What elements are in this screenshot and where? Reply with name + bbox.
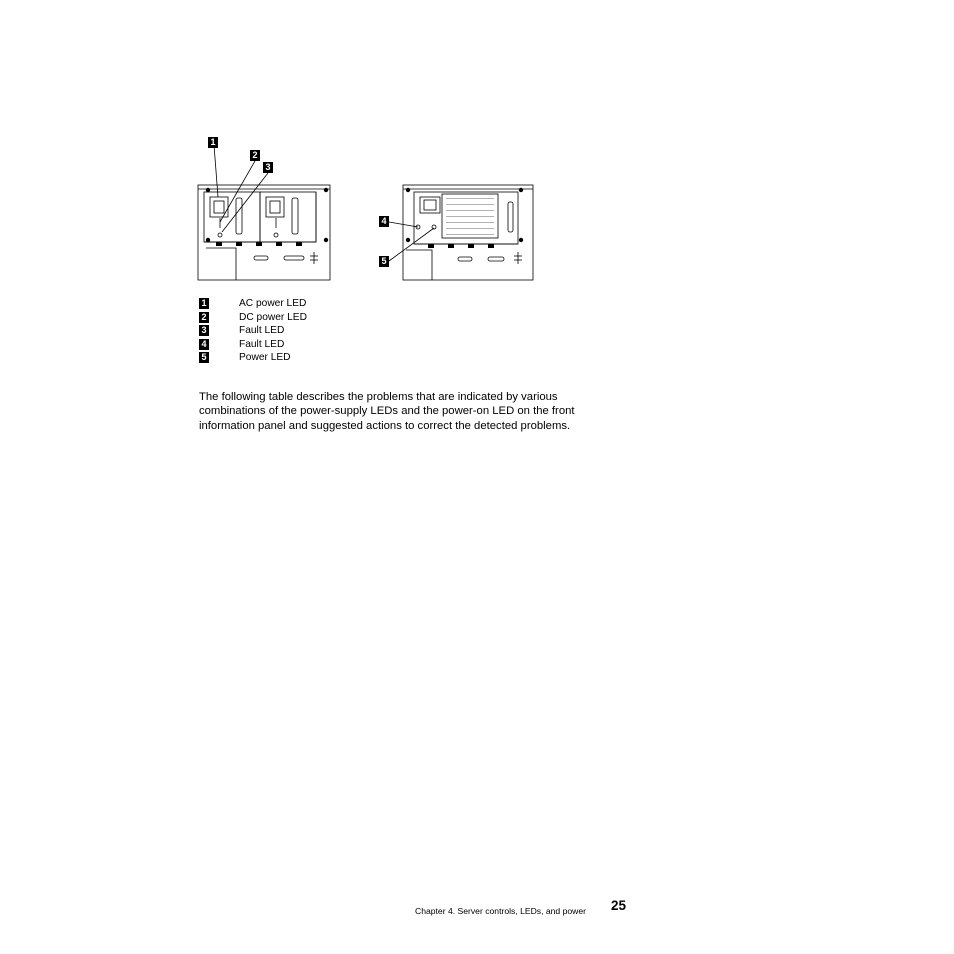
page-number: 25 bbox=[611, 898, 627, 913]
legend-label: DC power LED bbox=[239, 311, 307, 323]
paragraph-line: combinations of the power-supply LEDs and the power-on LED on the front bbox=[199, 405, 575, 418]
legend-badge: 1 bbox=[199, 298, 209, 309]
right-chassis-outline bbox=[403, 185, 533, 280]
callout-badge-2: 2 bbox=[250, 150, 260, 161]
callout-badge-4: 4 bbox=[379, 216, 389, 227]
callout-2-leader bbox=[220, 161, 255, 222]
ac-inlet-1 bbox=[210, 197, 228, 217]
page-footer bbox=[415, 898, 627, 919]
paragraph-line: The following table describes the problems that are indicated by various bbox=[199, 391, 558, 403]
callout-badge-3: 3 bbox=[263, 162, 273, 173]
callout-3-leader bbox=[222, 173, 268, 232]
left-chassis-outline bbox=[198, 185, 330, 280]
ac-inlet-fixed bbox=[420, 197, 440, 213]
legend-badge: 5 bbox=[199, 352, 209, 363]
paragraph-line: information panel and suggested actions to correct the detected problems. bbox=[199, 419, 571, 432]
legend-label: Power LED bbox=[239, 352, 291, 364]
legend-label: Fault LED bbox=[239, 338, 285, 350]
chapter-title: Chapter 4. Server controls, LEDs, and power bbox=[415, 906, 587, 916]
callout-badge-5: 5 bbox=[379, 256, 389, 267]
ac-inlet-2 bbox=[266, 197, 284, 217]
power-supply-illustration bbox=[196, 130, 556, 290]
legend-badge: 3 bbox=[199, 325, 209, 336]
callout-badge-1: 1 bbox=[208, 137, 218, 148]
legend-label: Fault LED bbox=[239, 325, 285, 337]
callout-5-leader bbox=[389, 228, 434, 261]
body-paragraph bbox=[199, 390, 599, 433]
legend-badge: 2 bbox=[199, 312, 209, 323]
legend-badge: 4 bbox=[199, 339, 209, 350]
legend-label: AC power LED bbox=[239, 298, 307, 309]
